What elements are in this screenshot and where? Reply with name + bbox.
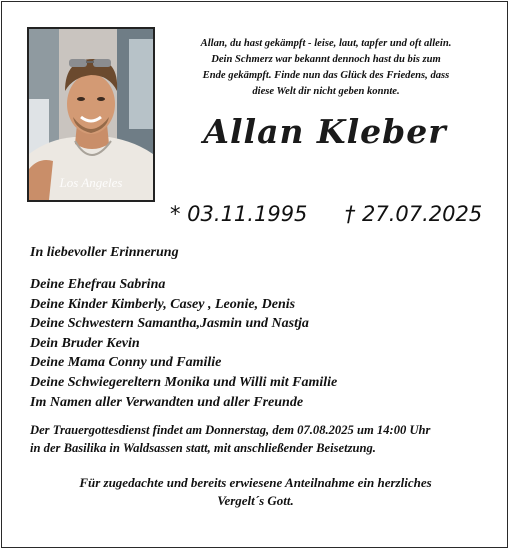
deceased-name: Allan Kleber bbox=[203, 112, 447, 151]
service-info bbox=[30, 421, 430, 457]
family-line: Deine Schwestern Samantha,Jasmin und Nastja bbox=[30, 316, 309, 332]
family-line: Deine Schwiegereltern Monika und Willi mit Familie bbox=[30, 374, 338, 390]
death-date: † 27.07.2025 bbox=[344, 202, 483, 226]
family-line: Dein Bruder Kevin bbox=[30, 335, 140, 351]
family-line: Deine Kinder Kimberly, Casey , Leonie, Denis bbox=[30, 296, 296, 312]
family-line: Im Namen aller Verwandten und aller Freunde bbox=[30, 394, 304, 410]
poem bbox=[163, 36, 489, 100]
memory-line: In liebevoller Erinnerung bbox=[30, 245, 179, 260]
poem-line: Ende gekämpft. Finde nun das Glück des Friedens, dass bbox=[202, 70, 450, 81]
thanks-note bbox=[30, 474, 481, 510]
portrait-photo bbox=[27, 27, 155, 202]
life-dates bbox=[170, 202, 483, 226]
poem-line: diese Welt dir nicht geben konnte. bbox=[252, 86, 400, 97]
birth-date: * 03.11.1995 bbox=[170, 202, 308, 226]
poem-line: Dein Schmerz war bekannt dennoch hast du bis zum bbox=[211, 54, 441, 65]
family-line: Deine Mama Conny und Familie bbox=[30, 355, 222, 371]
svg-text:Los Angeles: Los Angeles bbox=[59, 175, 123, 190]
poem-line: Allan, du hast gekämpft - leise, laut, tapfer und oft allein. bbox=[200, 38, 452, 49]
portrait-image bbox=[29, 29, 153, 200]
thanks-line: Für zugedachte und bereits erwiesene Anteilnahme ein herzliches bbox=[79, 475, 432, 490]
service-line: in der Basilika in Waldsassen statt, mit anschließender Beisetzung. bbox=[30, 441, 376, 455]
service-line: Der Trauergottesdienst findet am Donnerstag, dem 07.08.2025 um 14:00 Uhr bbox=[30, 423, 431, 437]
family-line: Deine Ehefrau Sabrina bbox=[30, 277, 166, 292]
family-list bbox=[30, 275, 337, 412]
thanks-line: Vergelt´s Gott. bbox=[217, 493, 294, 508]
